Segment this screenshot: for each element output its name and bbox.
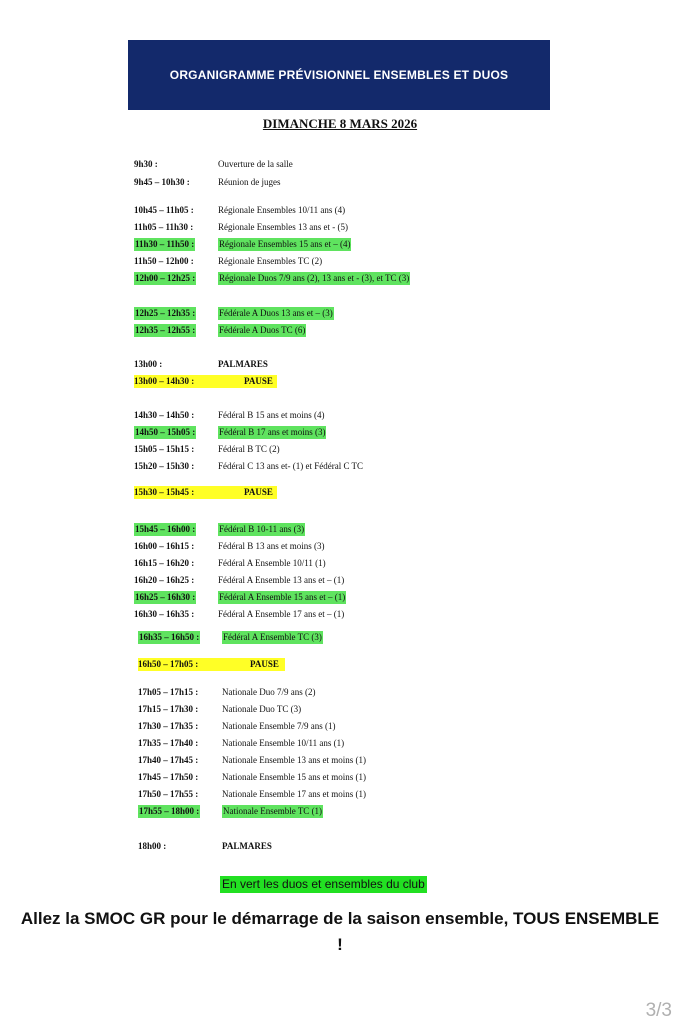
- schedule-time: 9h30 :: [134, 159, 158, 169]
- schedule-row: [134, 608, 534, 621]
- schedule-time: 16h35 – 16h50 :: [139, 632, 200, 642]
- schedule-row: [138, 658, 538, 671]
- schedule-time: 17h40 – 17h45 :: [138, 755, 199, 765]
- page-indicator: 3/3: [645, 1000, 672, 1021]
- schedule-row: [134, 255, 534, 268]
- title-banner: [128, 40, 550, 110]
- encouragement-message: Allez la SMOC GR pour le démarrage de la saison ensemble, TOUS ENSEMBLE !: [20, 909, 660, 954]
- schedule-row: [134, 443, 534, 456]
- schedule-time: 12h35 – 12h55 :: [135, 325, 196, 335]
- schedule-description: PALMARES: [222, 841, 272, 851]
- schedule-row: [134, 486, 534, 499]
- schedule-description: Régionale Ensembles 10/11 ans (4): [218, 205, 346, 215]
- schedule-description: Régionale Ensembles TC (2): [218, 256, 323, 266]
- schedule-row: [138, 720, 538, 733]
- schedule-description: Fédéral A Ensemble 17 ans et – (1): [218, 609, 345, 619]
- schedule-row: [134, 307, 534, 320]
- schedule-row: [134, 272, 534, 285]
- schedule-row: [134, 221, 534, 234]
- schedule-description: Nationale Duo 7/9 ans (2): [222, 687, 316, 697]
- schedule-row: [138, 703, 538, 716]
- schedule-time: 16h15 – 16h20 :: [134, 558, 195, 568]
- banner-title: ORGANIGRAMME PRÉVISIONNEL ENSEMBLES ET DUOS: [169, 68, 509, 82]
- schedule-description: Fédéral A Ensemble 13 ans et – (1): [218, 575, 345, 585]
- schedule-time: 14h30 – 14h50 :: [134, 410, 195, 420]
- schedule-description: Ouverture de la salle: [218, 159, 293, 169]
- schedule-time: 15h30 – 15h45 :: [134, 487, 195, 497]
- schedule-row: [134, 176, 534, 189]
- schedule-row: [134, 557, 534, 570]
- schedule-description: PAUSE: [244, 487, 273, 497]
- schedule-description: Fédérale A Duos TC (6): [219, 325, 306, 335]
- schedule-description: Fédéral B 13 ans et moins (3): [218, 541, 325, 551]
- schedule-row: [134, 238, 534, 251]
- schedule-description: Régionale Ensembles 13 ans et - (5): [218, 222, 348, 232]
- schedule-row: [134, 591, 534, 604]
- schedule-row: [134, 523, 534, 536]
- schedule-row: [138, 840, 538, 853]
- schedule-time: 17h30 – 17h35 :: [138, 721, 199, 731]
- schedule-row: [134, 409, 534, 422]
- schedule-time: 11h05 – 11h30 :: [134, 222, 194, 232]
- schedule-time: 13h00 :: [134, 359, 163, 369]
- schedule-time: 11h50 – 12h00 :: [134, 256, 194, 266]
- schedule-time: 12h25 – 12h35 :: [135, 308, 196, 318]
- schedule-description: Nationale Duo TC (3): [222, 704, 302, 714]
- schedule-time: 17h15 – 17h30 :: [138, 704, 199, 714]
- schedule-description: Nationale Ensemble 15 ans et moins (1): [222, 772, 366, 782]
- schedule-row: [134, 204, 534, 217]
- schedule-time: 17h35 – 17h40 :: [138, 738, 199, 748]
- schedule-description: Régionale Ensembles 15 ans et – (4): [219, 239, 351, 249]
- schedule-description: Fédéral A Ensemble 15 ans et – (1): [219, 592, 346, 602]
- schedule-time: 16h00 – 16h15 :: [134, 541, 195, 551]
- schedule-description: Fédéral C 13 ans et- (1) et Fédéral C TC: [218, 461, 364, 471]
- schedule-description: Régionale Duos 7/9 ans (2), 13 ans et - (3), et TC (3): [219, 273, 410, 283]
- schedule-row: [134, 358, 534, 371]
- schedule-description: Nationale Ensemble 7/9 ans (1): [222, 721, 336, 731]
- schedule-time: 16h50 – 17h05 :: [138, 659, 199, 669]
- date-title: DIMANCHE 8 MARS 2026: [262, 116, 418, 131]
- schedule-time: 10h45 – 11h05 :: [134, 205, 194, 215]
- schedule-row: [134, 375, 534, 388]
- schedule-time: 18h00 :: [138, 841, 167, 851]
- schedule-row: [134, 460, 534, 473]
- schedule-time: 16h30 – 16h35 :: [134, 609, 195, 619]
- schedule-row: [138, 771, 538, 784]
- schedule-time: 17h45 – 17h50 :: [138, 772, 199, 782]
- schedule-time: 14h50 – 15h05 :: [135, 427, 196, 437]
- schedule-time: 16h25 – 16h30 :: [135, 592, 196, 602]
- schedule-description: Nationale Ensemble 10/11 ans (1): [222, 738, 345, 748]
- schedule-time: 15h45 – 16h00 :: [135, 524, 196, 534]
- schedule-row: [134, 324, 534, 337]
- schedule-time: 17h55 – 18h00 :: [139, 806, 200, 816]
- schedule-time: 13h00 – 14h30 :: [134, 376, 195, 386]
- schedule-description: PALMARES: [218, 359, 268, 369]
- schedule-description: Fédéral A Ensemble TC (3): [223, 632, 322, 642]
- schedule-description: PAUSE: [250, 659, 279, 669]
- schedule-row: [138, 631, 538, 644]
- schedule-description: Nationale Ensemble TC (1): [223, 806, 323, 816]
- schedule-description: Nationale Ensemble 13 ans et moins (1): [222, 755, 366, 765]
- schedule-description: Fédérale A Duos 13 ans et – (3): [219, 308, 333, 318]
- schedule-row: [134, 426, 534, 439]
- schedule-row: [138, 805, 538, 818]
- schedule-row: [138, 737, 538, 750]
- schedule-description: Nationale Ensemble 17 ans et moins (1): [222, 789, 366, 799]
- schedule-time: 15h20 – 15h30 :: [134, 461, 195, 471]
- schedule-row: [138, 754, 538, 767]
- schedule-time: 11h30 – 11h50 :: [135, 239, 195, 249]
- schedule-description: Fédéral B 15 ans et moins (4): [218, 410, 325, 420]
- legend-note: En vert les duos et ensembles du club: [222, 877, 425, 891]
- schedule-row: [138, 788, 538, 801]
- schedule-description: Fédéral B 17 ans et moins (3): [219, 427, 326, 437]
- schedule-row: [134, 540, 534, 553]
- schedule-time: 17h05 – 17h15 :: [138, 687, 199, 697]
- schedule-row: [134, 574, 534, 587]
- schedule-description: Réunion de juges: [218, 177, 281, 187]
- schedule-row: [134, 158, 534, 171]
- schedule-row: [138, 686, 538, 699]
- schedule-time: 9h45 – 10h30 :: [134, 177, 190, 187]
- schedule-time: 12h00 – 12h25 :: [135, 273, 196, 283]
- schedule-description: Fédéral A Ensemble 10/11 (1): [218, 558, 326, 568]
- schedule-description: Fédéral B 10-11 ans (3): [219, 524, 305, 534]
- schedule-time: 16h20 – 16h25 :: [134, 575, 195, 585]
- schedule-description: PAUSE: [244, 376, 273, 386]
- schedule-time: 17h50 – 17h55 :: [138, 789, 199, 799]
- schedule-description: Fédéral B TC (2): [218, 444, 280, 454]
- schedule-time: 15h05 – 15h15 :: [134, 444, 195, 454]
